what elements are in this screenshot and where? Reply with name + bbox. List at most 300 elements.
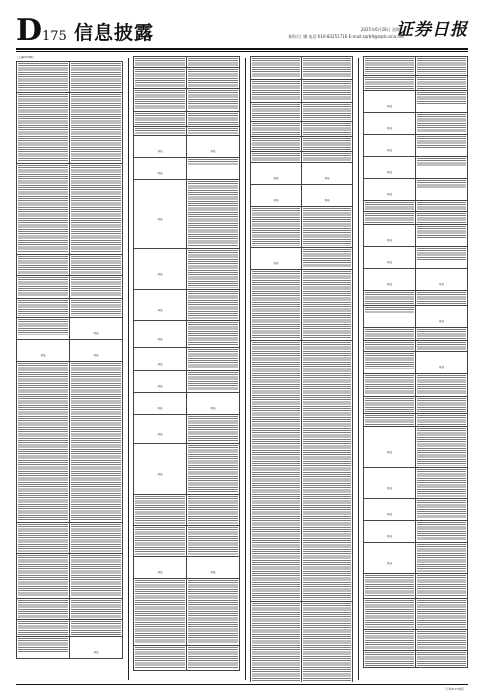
cell-label-text: 其他: [386, 171, 392, 174]
text-block: [417, 544, 466, 572]
cell-label-text: 其他: [438, 283, 444, 286]
table-row: [364, 468, 468, 499]
cell-label-text: 其他: [157, 150, 163, 153]
text-block: [188, 372, 238, 390]
table-cell-text: [187, 290, 240, 321]
table-row: [251, 137, 353, 152]
table-row: [17, 620, 123, 637]
table-row: [251, 207, 353, 248]
table-row: [364, 91, 468, 113]
text-block: [252, 271, 300, 339]
text-block: [417, 248, 466, 260]
table-cell-text: [364, 574, 416, 599]
table-cell-text: [416, 57, 468, 76]
table-cell-text: [302, 207, 353, 248]
table-cell-label: [302, 185, 353, 207]
table-cell-label: [134, 444, 187, 495]
table-cell-text: [134, 127, 187, 136]
table-row: [364, 328, 468, 341]
table-row: [17, 340, 123, 362]
table-cell-text: [364, 328, 416, 341]
table-cell-label: [70, 637, 123, 659]
table-cell-text: [416, 76, 468, 91]
text-block: [365, 652, 414, 666]
table-row: [251, 103, 353, 122]
table-cell-label: [251, 248, 302, 270]
table-row: [17, 299, 123, 318]
cell-label-text: 其他: [210, 407, 216, 410]
cell-label-text: 其他: [386, 561, 392, 565]
table-cell-label: [187, 136, 240, 158]
text-block: [417, 469, 466, 497]
text-block: [417, 202, 466, 210]
text-block: [365, 398, 414, 412]
table-row: [364, 499, 468, 521]
text-block: [71, 94, 121, 162]
table-row: [364, 630, 468, 651]
text-block: [135, 113, 185, 125]
table-row: [364, 291, 468, 306]
text-block: [188, 90, 238, 110]
table-cell-text: [187, 158, 240, 180]
text-block: [365, 353, 414, 369]
table-cell-text: [416, 599, 468, 630]
table-cell-label: [364, 269, 416, 291]
text-block: [417, 631, 466, 649]
text-block: [252, 104, 300, 120]
table-cell-text: [302, 248, 353, 270]
table-row: [364, 306, 468, 328]
text-block: [252, 123, 300, 135]
table-cell-text: [364, 212, 416, 225]
table-cell-label: [364, 225, 416, 247]
table-cell-label: [364, 247, 416, 269]
table-row: [17, 362, 123, 523]
disclosure-table: [250, 56, 353, 682]
text-block: [417, 428, 466, 466]
table-row: [251, 185, 353, 207]
table-cell-text: [70, 93, 123, 164]
cell-label-text: 其他: [386, 127, 392, 130]
text-block: [365, 600, 414, 628]
table-cell-text: [416, 543, 468, 574]
table-cell-label: [187, 393, 240, 415]
table-cell-text: [364, 630, 416, 651]
table-cell-text: [416, 630, 468, 651]
cell-label-text: 其他: [438, 366, 444, 369]
table-row: [134, 348, 240, 371]
cell-label-text: 其他: [157, 308, 163, 312]
table-cell-label: [17, 340, 70, 362]
masthead-rule-thin: [16, 51, 468, 52]
table-cell-text: [302, 57, 353, 80]
table-row: [134, 249, 240, 290]
text-block: [417, 415, 466, 425]
table-row: [134, 57, 240, 68]
table-cell-text: [134, 68, 187, 89]
table-cell-label: [364, 157, 416, 179]
table-row: [364, 397, 468, 414]
table-row: [364, 57, 468, 76]
table-cell-text: [17, 62, 70, 93]
table-cell-text: [416, 397, 468, 414]
table-cell-label: [187, 557, 240, 579]
table-row: [364, 574, 468, 599]
section-title: 信息披露: [74, 22, 155, 44]
table-cell-text: [416, 225, 468, 247]
table-cell-label: [416, 352, 468, 374]
table-row: [134, 321, 240, 348]
table-cell-text: [187, 68, 240, 89]
text-block: [18, 277, 68, 297]
table-cell-text: [364, 374, 416, 397]
cell-label-text: 其他: [273, 262, 279, 265]
text-block: [417, 292, 466, 304]
table-row: [17, 318, 123, 340]
cell-label-text: 其他: [386, 535, 392, 538]
text-block: [252, 153, 300, 161]
table-row: [134, 371, 240, 393]
table-cell-text: [17, 554, 70, 599]
table-cell-text: [187, 321, 240, 348]
table-cell-label: [364, 543, 416, 574]
text-block: [303, 271, 351, 339]
table-cell-text: [251, 341, 302, 602]
table-cell-text: [251, 103, 302, 122]
text-block: [365, 292, 414, 304]
text-block: [18, 63, 68, 91]
table-cell-text: [416, 574, 468, 599]
cell-label-text: 其他: [273, 199, 279, 202]
newspaper-logo: 证券日报: [396, 20, 468, 40]
table-row: [364, 599, 468, 630]
table-row: [251, 122, 353, 137]
table-cell-text: [187, 371, 240, 393]
table-row: [134, 557, 240, 579]
table-row: [364, 201, 468, 212]
column-4: [363, 56, 468, 682]
table-row: [17, 523, 123, 554]
text-block: [417, 114, 466, 132]
column-3: [250, 56, 353, 682]
table-cell-label: [416, 269, 468, 291]
table-cell-text: [364, 352, 416, 374]
table-cell-text: [302, 602, 353, 683]
table-cell-text: [416, 135, 468, 157]
table-cell-text: [251, 137, 302, 152]
page-letter: D: [16, 13, 43, 48]
table-cell-text: [187, 180, 240, 249]
table-row: [364, 352, 468, 374]
text-block: [188, 58, 238, 66]
table-cell-text: [416, 468, 468, 499]
cell-label-text: 其他: [386, 105, 392, 108]
column-divider: [128, 58, 129, 680]
table-cell-label: [416, 306, 468, 328]
table-row: [134, 89, 240, 112]
table-cell-label: [364, 427, 416, 468]
table-cell-text: [251, 80, 302, 103]
table-cell-text: [17, 299, 70, 318]
text-block: [18, 600, 68, 618]
table-row: [134, 526, 240, 557]
cell-label-text: 其他: [40, 354, 46, 357]
table-cell-label: [364, 521, 416, 543]
text-block: [71, 621, 121, 635]
text-block: [417, 398, 466, 412]
text-block: [188, 128, 238, 134]
table-cell-text: [187, 127, 240, 136]
table-cell-text: [302, 270, 353, 341]
table-cell-label: [134, 290, 187, 321]
cell-label-text: 其他: [210, 571, 216, 574]
text-block: [303, 104, 351, 120]
cell-label-text: 其他: [386, 283, 392, 286]
text-block: [188, 349, 238, 369]
text-block: [303, 138, 351, 150]
text-block: [303, 603, 351, 682]
masthead-rule-thick: [16, 48, 468, 50]
table-cell-label: [364, 135, 416, 157]
table-cell-label: [134, 321, 187, 348]
table-cell-text: [416, 651, 468, 668]
text-block: [18, 524, 68, 552]
text-block: [303, 249, 351, 267]
table-cell-text: [416, 212, 468, 225]
table-cell-text: [17, 620, 70, 637]
table-cell-text: [416, 521, 468, 543]
table-row: [134, 180, 240, 249]
issue-date: 2025年6月28日 星期六: [360, 27, 404, 32]
table-row: [134, 646, 240, 671]
table-cell-text: [416, 328, 468, 341]
cell-label-text: 其他: [438, 320, 444, 323]
table-cell-text: [17, 164, 70, 255]
cell-label-text: 其他: [157, 432, 163, 436]
table-row: [134, 415, 240, 444]
text-block: [365, 575, 414, 597]
cell-label-text: 其他: [386, 486, 392, 490]
table-cell-text: [364, 651, 416, 668]
table-cell-label: [134, 158, 187, 180]
table-row: [251, 80, 353, 103]
text-block: [18, 319, 68, 335]
text-block: [303, 153, 351, 161]
table-row: [134, 495, 240, 526]
text-block: [417, 600, 466, 628]
text-block: [252, 603, 300, 682]
table-cell-text: [134, 646, 187, 671]
text-block: [135, 527, 185, 555]
page-number: 175: [42, 29, 67, 44]
table-cell-text: [416, 91, 468, 113]
text-block: [18, 256, 68, 274]
table-cell-label: [134, 371, 187, 393]
table-row: [134, 290, 240, 321]
text-block: [417, 652, 466, 666]
cell-label-text: 其他: [93, 651, 99, 654]
text-block: [71, 256, 121, 274]
masthead: [0, 0, 484, 52]
table-row: [364, 135, 468, 157]
table-row: [364, 427, 468, 468]
text-block: [417, 375, 466, 395]
table-cell-text: [364, 397, 416, 414]
text-block: [365, 415, 414, 425]
table-row: [17, 93, 123, 164]
text-block: [188, 416, 238, 442]
text-block: [417, 77, 466, 89]
table-cell-text: [251, 207, 302, 248]
table-cell-text: [187, 444, 240, 495]
column-divider: [245, 58, 246, 680]
table-cell-text: [302, 341, 353, 602]
table-cell-text: [416, 247, 468, 269]
text-block: [417, 158, 466, 166]
cell-label-text: 其他: [157, 385, 163, 388]
text-block: [365, 307, 414, 313]
table-cell-text: [70, 599, 123, 620]
table-cell-text: [416, 374, 468, 397]
text-block: [18, 165, 68, 253]
cell-label-text: 其他: [157, 362, 163, 366]
table-cell-label: [251, 185, 302, 207]
table-row: [17, 599, 123, 620]
table-cell-text: [134, 526, 187, 557]
table-cell-text: [302, 103, 353, 122]
table-cell-text: [134, 57, 187, 68]
table-row: [134, 444, 240, 495]
text-block: [303, 208, 351, 246]
table-cell-text: [416, 427, 468, 468]
cell-label-text: 其他: [386, 261, 392, 264]
table-cell-text: [70, 276, 123, 299]
table-cell-text: [302, 122, 353, 137]
table-cell-text: [17, 318, 70, 340]
table-cell-label: [364, 499, 416, 521]
text-block: [135, 90, 185, 110]
text-block: [188, 181, 238, 247]
table-row: [364, 225, 468, 247]
table-row: [134, 136, 240, 158]
text-block: [417, 226, 466, 238]
text-block: [365, 58, 414, 74]
table-cell-text: [17, 599, 70, 620]
table-cell-text: [416, 291, 468, 306]
table-cell-text: [134, 579, 187, 646]
text-block: [365, 342, 414, 350]
text-block: [188, 250, 238, 288]
text-block: [188, 580, 238, 644]
cell-label-text: 其他: [157, 472, 163, 476]
table-row: [17, 554, 123, 599]
table-row: [364, 543, 468, 574]
table-cell-text: [17, 637, 70, 659]
table-cell-text: [134, 495, 187, 526]
cell-label-text: 其他: [93, 332, 99, 335]
text-block: [417, 575, 466, 597]
table-cell-label: [134, 136, 187, 158]
text-block: [252, 342, 300, 600]
text-block: [188, 647, 238, 669]
table-cell-text: [187, 112, 240, 127]
table-cell-text: [70, 299, 123, 318]
table-cell-text: [251, 122, 302, 137]
table-cell-text: [17, 93, 70, 164]
table-cell-text: [17, 362, 70, 523]
table-cell-label: [302, 163, 353, 185]
text-block: [417, 180, 466, 188]
text-block: [303, 123, 351, 135]
text-block: [252, 138, 300, 150]
text-block: [188, 527, 238, 555]
table-cell-text: [251, 602, 302, 683]
table-cell-text: [187, 646, 240, 671]
table-cell-text: [70, 362, 123, 523]
text-block: [71, 277, 121, 297]
table-row: [134, 393, 240, 415]
text-block: [303, 58, 351, 78]
text-block: [365, 202, 414, 210]
table-cell-text: [416, 201, 468, 212]
table-cell-label: [364, 468, 416, 499]
text-block: [71, 165, 121, 253]
table-row: [17, 255, 123, 276]
table-row: [251, 248, 353, 270]
text-block: [18, 94, 68, 162]
table-cell-text: [134, 112, 187, 127]
table-row: [251, 152, 353, 163]
column-caption: （上接D174版）: [16, 56, 36, 59]
table-row: [364, 374, 468, 397]
text-block: [417, 342, 466, 350]
table-cell-text: [70, 554, 123, 599]
table-cell-label: [134, 415, 187, 444]
text-block: [188, 291, 238, 319]
text-block: [365, 329, 414, 339]
table-cell-text: [70, 255, 123, 276]
table-cell-text: [302, 152, 353, 163]
table-cell-text: [302, 80, 353, 103]
text-block: [365, 631, 414, 649]
table-row: [251, 163, 353, 185]
table-cell-text: [416, 499, 468, 521]
cell-label-text: 其他: [157, 571, 163, 574]
table-cell-text: [187, 495, 240, 526]
table-row: [17, 62, 123, 93]
table-row: [364, 212, 468, 225]
table-cell-text: [17, 276, 70, 299]
text-block: [188, 322, 238, 346]
cell-label-text: 其他: [210, 150, 216, 153]
cell-label-text: 其他: [386, 193, 392, 196]
text-block: [417, 58, 466, 74]
text-block: [252, 58, 300, 78]
text-block: [417, 500, 466, 518]
table-cell-label: [134, 557, 187, 579]
text-block: [71, 63, 121, 91]
table-cell-text: [187, 415, 240, 444]
text-block: [135, 69, 185, 87]
text-block: [188, 113, 238, 125]
table-row: [134, 158, 240, 180]
cell-label-text: 其他: [386, 239, 392, 242]
text-block: [18, 638, 68, 652]
column-1: [16, 56, 123, 682]
table-cell-text: [364, 291, 416, 306]
table-row: [364, 157, 468, 179]
cell-label-text: 其他: [157, 337, 163, 341]
